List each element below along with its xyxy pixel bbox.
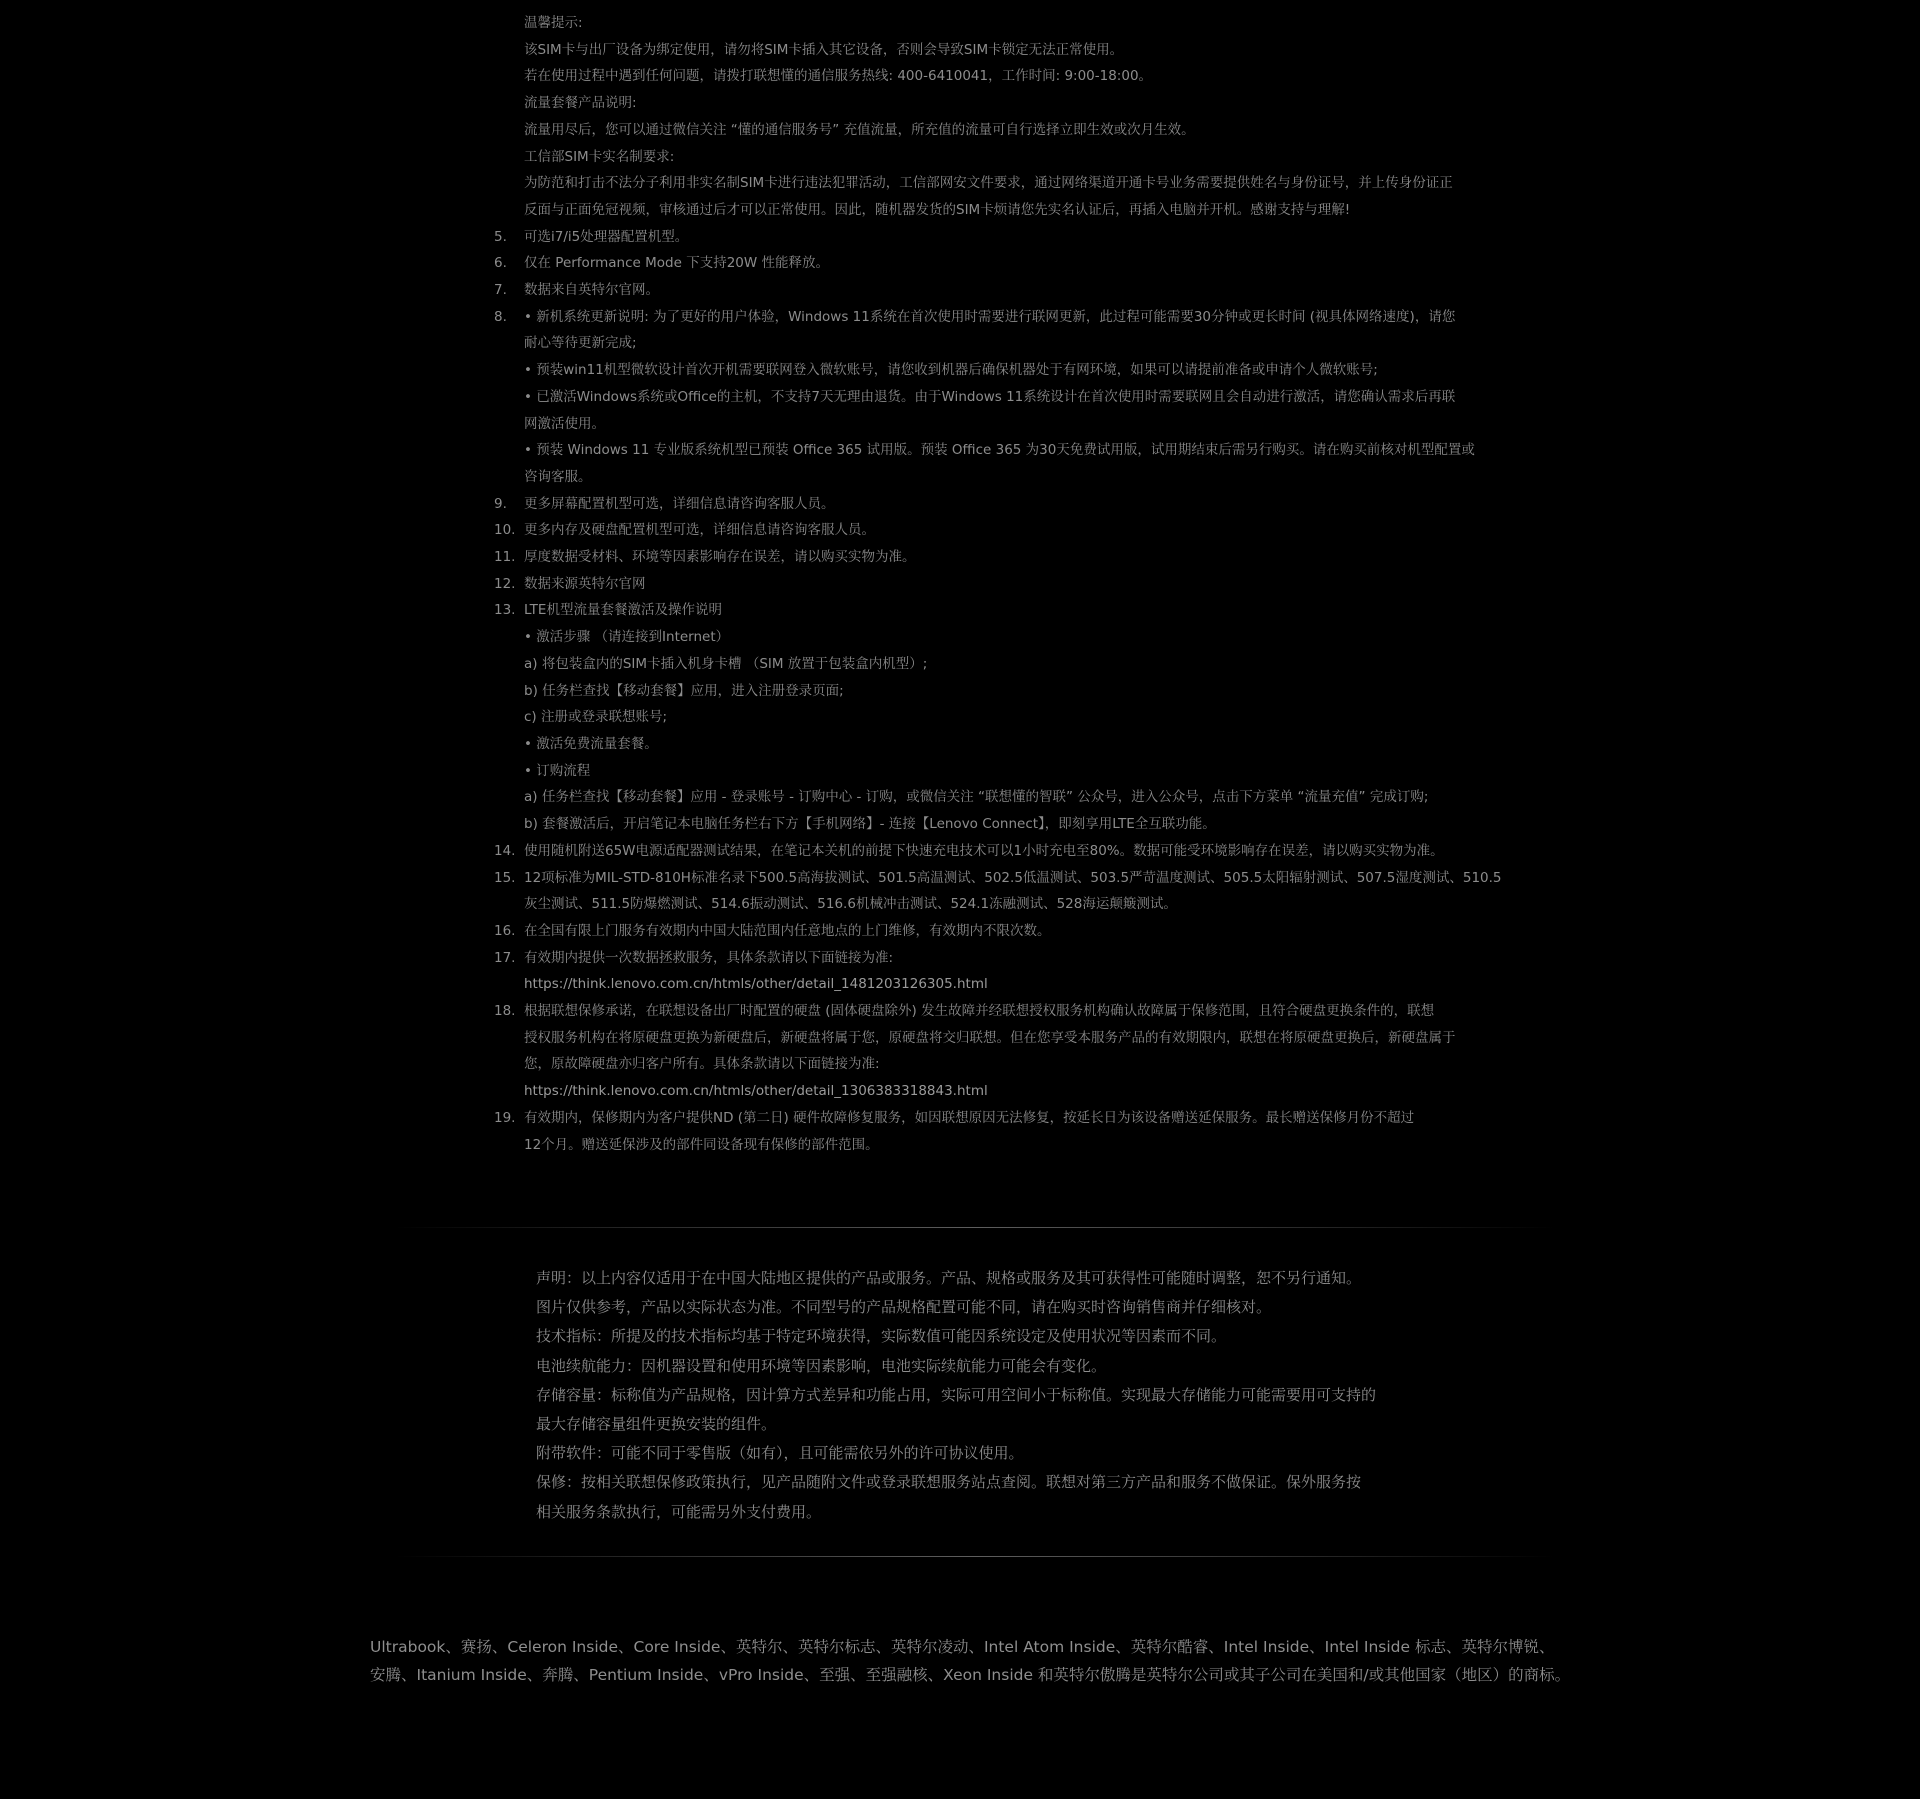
footnote-text: • 预装 Windows 11 专业版系统机型已预装 Office 365 试用版。预装 Office 365 为30天免费试用版，试用期结束后需另行购买。请在购买前核对机型配置或 bbox=[524, 442, 1475, 459]
statement-line: 相关服务条款执行，可能需另外支付费用。 bbox=[536, 1502, 822, 1521]
footnote-item bbox=[494, 865, 1502, 892]
footnote-item bbox=[494, 945, 1480, 972]
footnote-text: 授权服务机构在将原硬盘更换为新硬盘后，新硬盘将属于您，原硬盘将交归联想。但在您享受本服务产品的有效期限内，联想在将原硬盘更换后，新硬盘属于 bbox=[524, 1029, 1456, 1046]
footnote-text: 网激活使用。 bbox=[524, 415, 605, 432]
footnote-text: 若在使用过程中遇到任何问题，请拨打联想懂的通信服务热线: 400-6410041，工作时间: 9:00-18:00。 bbox=[524, 68, 1153, 85]
footnote-text: 咨询客服。 bbox=[524, 468, 592, 485]
footnote-line bbox=[524, 731, 1480, 758]
footnote-text: 更多屏幕配置机型可选，详细信息请咨询客服人员。 bbox=[524, 495, 835, 512]
trademark-notice bbox=[370, 1634, 1590, 1689]
footnote-number: 9. bbox=[494, 495, 507, 512]
footnote-text: • 激活步骤 （请连接到Internet） bbox=[524, 629, 730, 646]
footnote-text: 12项标准为MIL-STD-810H标准名录下500.5高海拔测试、501.5高温测试、502.5低温测试、503.5严苛温度测试、505.5太阳辐射测试、507.5湿度测试、510.5 bbox=[524, 869, 1502, 886]
footnote-number: 11. bbox=[494, 549, 516, 566]
footnote-text: • 新机系统更新说明: 为了更好的用户体验，Windows 11系统在首次使用时需要进行联网更新，此过程可能需要30分钟或更长时间 (视具体网络速度)，请您 bbox=[524, 308, 1456, 325]
footnote-line bbox=[524, 1025, 1480, 1052]
footnote-number: 16. bbox=[494, 922, 516, 939]
footnote-text: b) 套餐激活后，开启笔记本电脑任务栏右下方【手机网络】- 连接【Lenovo Connect】，即刻享用LTE全互联功能。 bbox=[524, 816, 1216, 833]
footnote-text: 工信部SIM卡实名制要求: bbox=[524, 148, 675, 165]
footnote-number: 10. bbox=[494, 522, 516, 539]
footnote-number: 15. bbox=[494, 869, 516, 886]
footnote-text: 更多内存及硬盘配置机型可选，详细信息请咨询客服人员。 bbox=[524, 522, 875, 539]
footnote-item bbox=[494, 491, 1480, 518]
footnote-line bbox=[524, 651, 1480, 678]
disclaimer-statement bbox=[536, 1264, 1436, 1527]
footnote-number: 8. bbox=[494, 308, 507, 325]
footnote-line bbox=[524, 63, 1480, 90]
footnote-text: 有效期内提供一次数据拯救服务，具体条款请以下面链接为准: bbox=[524, 949, 894, 966]
footnote-text: 仅在 Performance Mode 下支持20W 性能释放。 bbox=[524, 255, 830, 272]
footnote-item bbox=[494, 918, 1480, 945]
footnotes-list bbox=[494, 10, 1502, 1158]
footnote-text: a) 任务栏查找【移动套餐】应用 - 登录账号 - 订购中心 - 订购，或微信关注 “联想懂的智联” 公众号，进入公众号，点击下方菜单 “流量充值” 完成订购; bbox=[524, 789, 1429, 806]
footnote-text: LTE机型流量套餐激活及操作说明 bbox=[524, 602, 722, 619]
footnote-text: a) 将包装盒内的SIM卡插入机身卡槽 （SIM 放置于包装盒内机型）; bbox=[524, 655, 928, 672]
footnote-line bbox=[524, 811, 1480, 838]
footnote-item bbox=[494, 224, 1480, 251]
footnote-line bbox=[524, 891, 1480, 918]
footnote-text: 为防范和打击不法分子利用非实名制SIM卡进行违法犯罪活动，工信部网安文件要求，通过网络渠道开通卡号业务需要提供姓名与身份证号，并上传身份证正 bbox=[524, 175, 1453, 192]
footnote-line bbox=[524, 1132, 1480, 1159]
footnote-text: 厚度数据受材料、环境等因素影响存在误差，请以购买实物为准。 bbox=[524, 549, 916, 566]
footnote-line bbox=[524, 624, 1480, 651]
footnote-line bbox=[524, 170, 1480, 197]
footnote-line bbox=[524, 144, 1480, 171]
footnote-item bbox=[494, 838, 1480, 865]
footnote-line bbox=[524, 117, 1480, 144]
footnote-text: 该SIM卡与出厂设备为绑定使用，请勿将SIM卡插入其它设备，否则会导致SIM卡锁定无法正常使用。 bbox=[524, 41, 1124, 58]
footnote-line bbox=[524, 704, 1480, 731]
footnote-text: 根据联想保修承诺，在联想设备出厂时配置的硬盘 (固体硬盘除外) 发生故障并经联想授权服务机构确认故障属于保修范围，且符合硬盘更换条件的，联想 bbox=[524, 1003, 1435, 1020]
footnote-line bbox=[524, 37, 1480, 64]
footnote-number: 5. bbox=[494, 228, 507, 245]
footnote-number: 7. bbox=[494, 282, 507, 299]
bottom-divider bbox=[395, 1556, 1555, 1557]
statement-line: 附带软件：可能不同于零售版（如有），且可能需依另外的许可协议使用。 bbox=[536, 1444, 1024, 1463]
footnote-link[interactable]: https://think.lenovo.com.cn/htmls/other/detail_1481203126305.html bbox=[524, 976, 988, 993]
footnote-text: 数据来源英特尔官网 bbox=[524, 575, 646, 592]
footnote-text: • 已激活Windows系统或Office的主机，不支持7天无理由退货。由于Windows 11系统设计在首次使用时需要联网且会自动进行激活，请您确认需求后再联 bbox=[524, 388, 1456, 405]
footnote-text: c) 注册或登录联想账号; bbox=[524, 709, 668, 726]
footnote-text: 您，原故障硬盘亦归客户所有。具体条款请以下面链接为准: bbox=[524, 1056, 880, 1073]
statement-line: 技术指标：所提及的技术指标均基于特定环境获得，实际数值可能因系统设定及使用状况等因素而不同。 bbox=[536, 1327, 1227, 1346]
footnote-text: 灰尘测试、511.5防爆燃测试、514.6振动测试、516.6机械冲击测试、524.1冻融测试、528海运颠簸测试。 bbox=[524, 896, 1177, 913]
statement-line: 最大存储容量组件更换安装的组件。 bbox=[536, 1415, 777, 1434]
trademark-line: Ultrabook、赛扬、Celeron Inside、Core Inside、英特尔、英特尔标志、英特尔凌动、Intel Atom Inside、英特尔酷睿、Intel Inside、Intel Inside 标志、英特尔博锐、 bbox=[370, 1638, 1555, 1656]
trademark-line: 安腾、Itanium Inside、奔腾、Pentium Inside、vPro Inside、至强、至强融核、Xeon Inside 和英特尔傲腾是英特尔公司或其子公司在美国和/或其他国家（地区）的商标。 bbox=[370, 1665, 1571, 1684]
footnote-text: 12个月。赠送延保涉及的部件同设备现有保修的部件范围。 bbox=[524, 1136, 879, 1153]
footnote-item bbox=[494, 250, 1480, 277]
footnote-text: 有效期内，保修期内为客户提供ND (第二日) 硬件故障修复服务，如因联想原因无法修复，按延长日为该设备赠送延保服务。最长赠送保修月份不超过 bbox=[524, 1109, 1415, 1126]
footnote-number: 6. bbox=[494, 255, 507, 272]
footnote-item bbox=[494, 544, 1480, 571]
footnote-line[interactable] bbox=[524, 1078, 1480, 1105]
footnote-item bbox=[494, 1105, 1480, 1132]
statement-line: 声明：以上内容仅适用于在中国大陆地区提供的产品或服务。产品、规格或服务及其可获得性可能随时调整，恕不另行通知。 bbox=[536, 1269, 1362, 1287]
footnote-item bbox=[494, 517, 1480, 544]
footnote-text: • 激活免费流量套餐。 bbox=[524, 735, 658, 752]
statement-line: 图片仅供参考，产品以实际状态为准。不同型号的产品规格配置可能不同，请在购买时咨询销售商并仔细核对。 bbox=[536, 1298, 1272, 1317]
footnote-item bbox=[494, 277, 1480, 304]
footnote-number: 19. bbox=[494, 1109, 516, 1126]
footnote-line bbox=[524, 10, 1480, 37]
statement-line: 存储容量：标称值为产品规格，因计算方式差异和功能占用，实际可用空间小于标称值。实现最大存储能力可能需要用可支持的 bbox=[536, 1385, 1377, 1404]
footnote-line bbox=[524, 411, 1480, 438]
footnote-text: 流量套餐产品说明: bbox=[524, 95, 637, 112]
footnote-number: 12. bbox=[494, 575, 516, 592]
footnote-item bbox=[494, 571, 1480, 598]
footnote-text: 在全国有限上门服务有效期内中国大陆范围内任意地点的上门维修，有效期内不限次数。 bbox=[524, 922, 1051, 939]
footnote-line bbox=[524, 464, 1480, 491]
footnote-line bbox=[524, 1051, 1480, 1078]
footnote-line[interactable] bbox=[524, 971, 1480, 998]
footnote-line bbox=[524, 678, 1480, 705]
footnote-link[interactable]: https://think.lenovo.com.cn/htmls/other/detail_1306383318843.html bbox=[524, 1083, 988, 1100]
footnote-item bbox=[494, 597, 1480, 624]
statement-line: 电池续航能力：因机器设置和使用环境等因素影响，电池实际续航能力可能会有变化。 bbox=[536, 1356, 1107, 1375]
footnote-text: 使用随机附送65W电源适配器测试结果，在笔记本关机的前提下快速充电技术可以1小时充电至80%。数据可能受环境影响存在误差，请以购买实物为准。 bbox=[524, 842, 1444, 859]
footnote-text: 数据来自英特尔官网。 bbox=[524, 282, 659, 299]
footnote-line bbox=[524, 384, 1480, 411]
footnote-text: • 订购流程 bbox=[524, 762, 591, 779]
footnote-text: • 预装win11机型微软设计首次开机需要联网登入微软账号，请您收到机器后确保机器处于有网环境，如果可以请提前准备或申请个人微软账号; bbox=[524, 362, 1378, 379]
footnote-text: 耐心等待更新完成; bbox=[524, 335, 637, 352]
footnote-line bbox=[524, 357, 1480, 384]
top-divider bbox=[395, 1227, 1555, 1228]
footnote-text: 反面与正面免冠视频，审核通过后才可以正常使用。因此，随机器发货的SIM卡烦请您先实名认证后，再插入电脑并开机。感谢支持与理解! bbox=[524, 201, 1351, 218]
footnote-line bbox=[524, 197, 1480, 224]
footnote-item bbox=[494, 304, 1480, 331]
statement-line: 保修：按相关联想保修政策执行，见产品随附文件或登录联想服务站点查阅。联想对第三方产品和服务不做保证。保外服务按 bbox=[536, 1473, 1362, 1492]
footnote-text: 温馨提示: bbox=[524, 15, 583, 31]
footnote-text: b) 任务栏查找【移动套餐】应用，进入注册登录页面; bbox=[524, 682, 844, 699]
footnote-text: 可选i7/i5处理器配置机型。 bbox=[524, 228, 689, 245]
footnote-line bbox=[524, 784, 1480, 811]
footnote-number: 14. bbox=[494, 842, 516, 859]
footnote-item bbox=[494, 998, 1480, 1025]
footnote-line bbox=[524, 330, 1480, 357]
footnote-number: 13. bbox=[494, 602, 516, 619]
footnote-line bbox=[524, 90, 1480, 117]
footnote-line bbox=[524, 437, 1480, 464]
footnote-number: 17. bbox=[494, 949, 516, 966]
footnote-text: 流量用尽后，您可以通过微信关注 “懂的通信服务号” 充值流量，所充值的流量可自行选择立即生效或次月生效。 bbox=[524, 121, 1195, 138]
footnote-number: 18. bbox=[494, 1003, 516, 1020]
footnote-line bbox=[524, 758, 1480, 785]
